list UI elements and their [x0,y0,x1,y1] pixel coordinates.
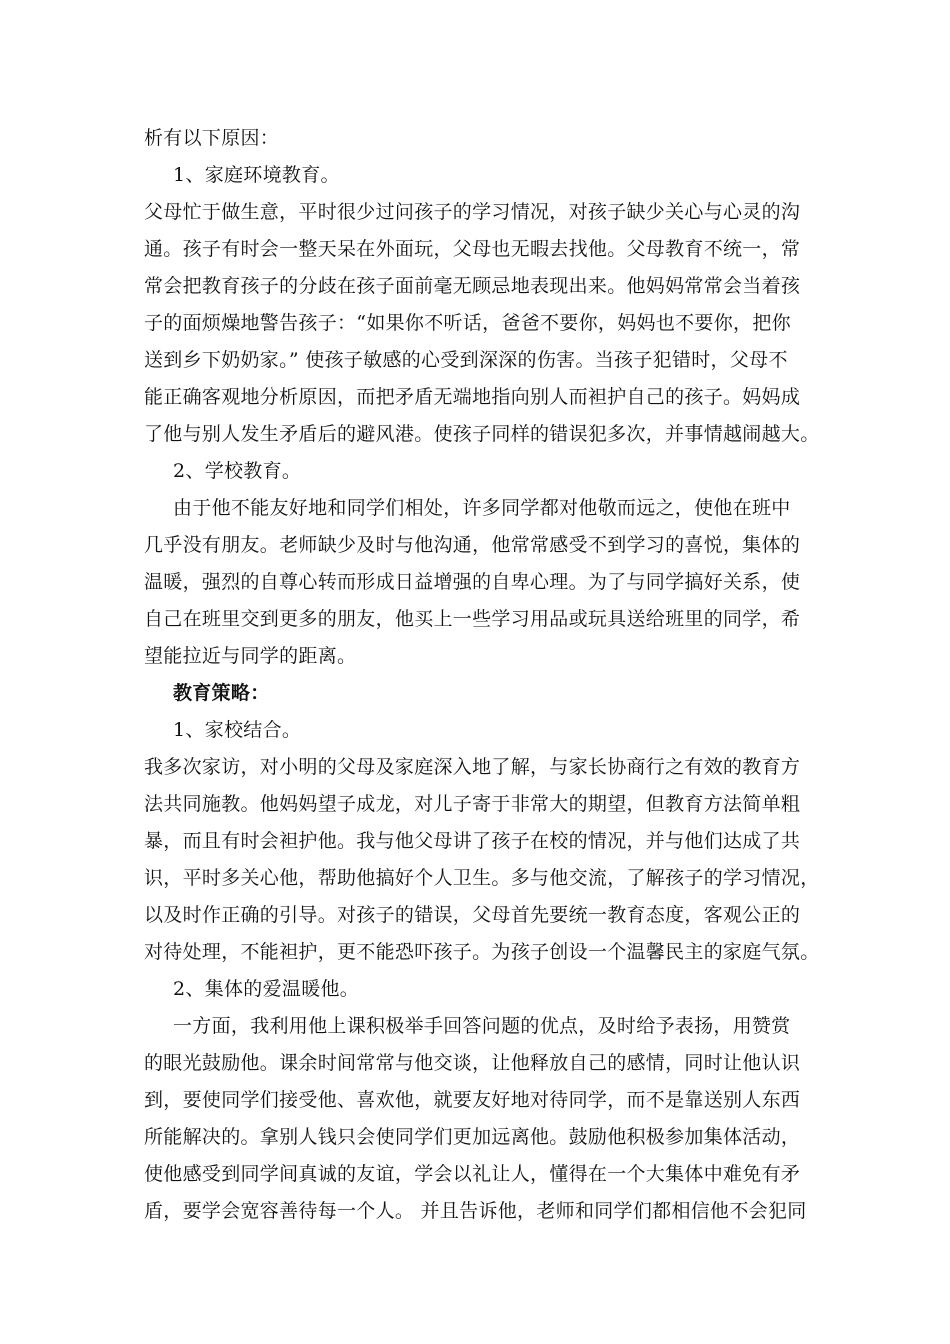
text-line: 1、家校结合。 [173,719,302,741]
text-line: 对待处理，不能袒护，更不能恐吓孩子。为孩子创设一个温馨民主的家庭气氛。 [144,941,820,963]
text-line: 以及时作正确的引导。对孩子的错误，父母首先要统一教育态度，客观公正的 [144,904,801,926]
section-heading: 教育策略： [173,682,270,704]
text-line: 常会把教育孩子的分歧在孩子面前毫无顾忌地表现出来。他妈妈常常会当着孩 [144,275,801,297]
text-line: 识，平时多关心他，帮助他搞好个人卫生。多与他交流，了解孩子的学习情况， [144,867,820,889]
text-line: 1、家庭环境教育。 [173,164,340,186]
text-line: 望能拉近与同学的距离。 [144,645,357,667]
text-line: 我多次家访，对小明的父母及家庭深入地了解，与家长协商行之有效的教育方 [144,756,801,778]
text-line: 由于他不能友好地和同学们相处，许多同学都对他敬而远之，使他在班中 [173,497,791,519]
text-line: 的眼光鼓励他。课余时间常常与他交谈，让他释放自己的感情，同时让他认识 [144,1052,801,1074]
text-line: 送到乡下奶奶家。” 使孩子敏感的心受到深深的伤害。当孩子犯错时，父母不 [144,349,788,371]
text-line: 温暖，强烈的自尊心转而形成日益增强的自卑心理。为了与同学搞好关系，使 [144,571,801,593]
document-body [144,120,824,1230]
text-line: 了他与别人发生矛盾后的避风港。使孩子同样的错误犯多次，并事情越闹越大。 [144,423,820,445]
text-line: 2、学校教育。 [173,460,302,482]
text-line: 到，要使同学们接受他、喜欢他，就要友好地对待同学，而不是靠送别人东西 [144,1089,801,1111]
text-line: 能正确客观地分析原因，而把矛盾无端地指向别人而袒护自己的孩子。妈妈成 [144,386,801,408]
text-line: 所能解决的。拿别人钱只会使同学们更加远离他。鼓励他积极参加集体活动， [144,1126,801,1148]
text-line: 几乎没有朋友。老师缺少及时与他沟通，他常常感受不到学习的喜悦，集体的 [144,534,801,556]
text-line: 子的面烦燥地警告孩子：“如果你不听话，爸爸不要你，妈妈也不要你，把你 [144,312,791,334]
text-line: 暴，而且有时会袒护他。我与他父母讲了孩子在校的情况，并与他们达成了共 [144,830,801,852]
text-line: 一方面，我利用他上课积极举手回答问题的优点，及时给予表扬，用赞赏 [173,1015,791,1037]
text-line: 2、集体的爱温暖他。 [173,978,360,1000]
text-line: 父母忙于做生意，平时很少过问孩子的学习情况，对孩子缺少关心与心灵的沟 [144,201,801,223]
text-line: 法共同施教。他妈妈望子成龙，对儿子寄于非常大的期望，但教育方法简单粗 [144,793,801,815]
text-line: 自己在班里交到更多的朋友，他买上一些学习用品或玩具送给班里的同学，希 [144,608,801,630]
text-line: 使他感受到同学间真诚的友谊，学会以礼让人，懂得在一个大集体中难免有矛 [144,1163,801,1185]
text-line: 盾，要学会宽容善待每一个人。 并且告诉他，老师和同学们都相信他不会犯同 [144,1200,807,1222]
text-line: 析有以下原因： [144,127,280,149]
text-line: 通。孩子有时会一整天呆在外面玩，父母也无暇去找他。父母教育不统一，常 [144,238,801,260]
